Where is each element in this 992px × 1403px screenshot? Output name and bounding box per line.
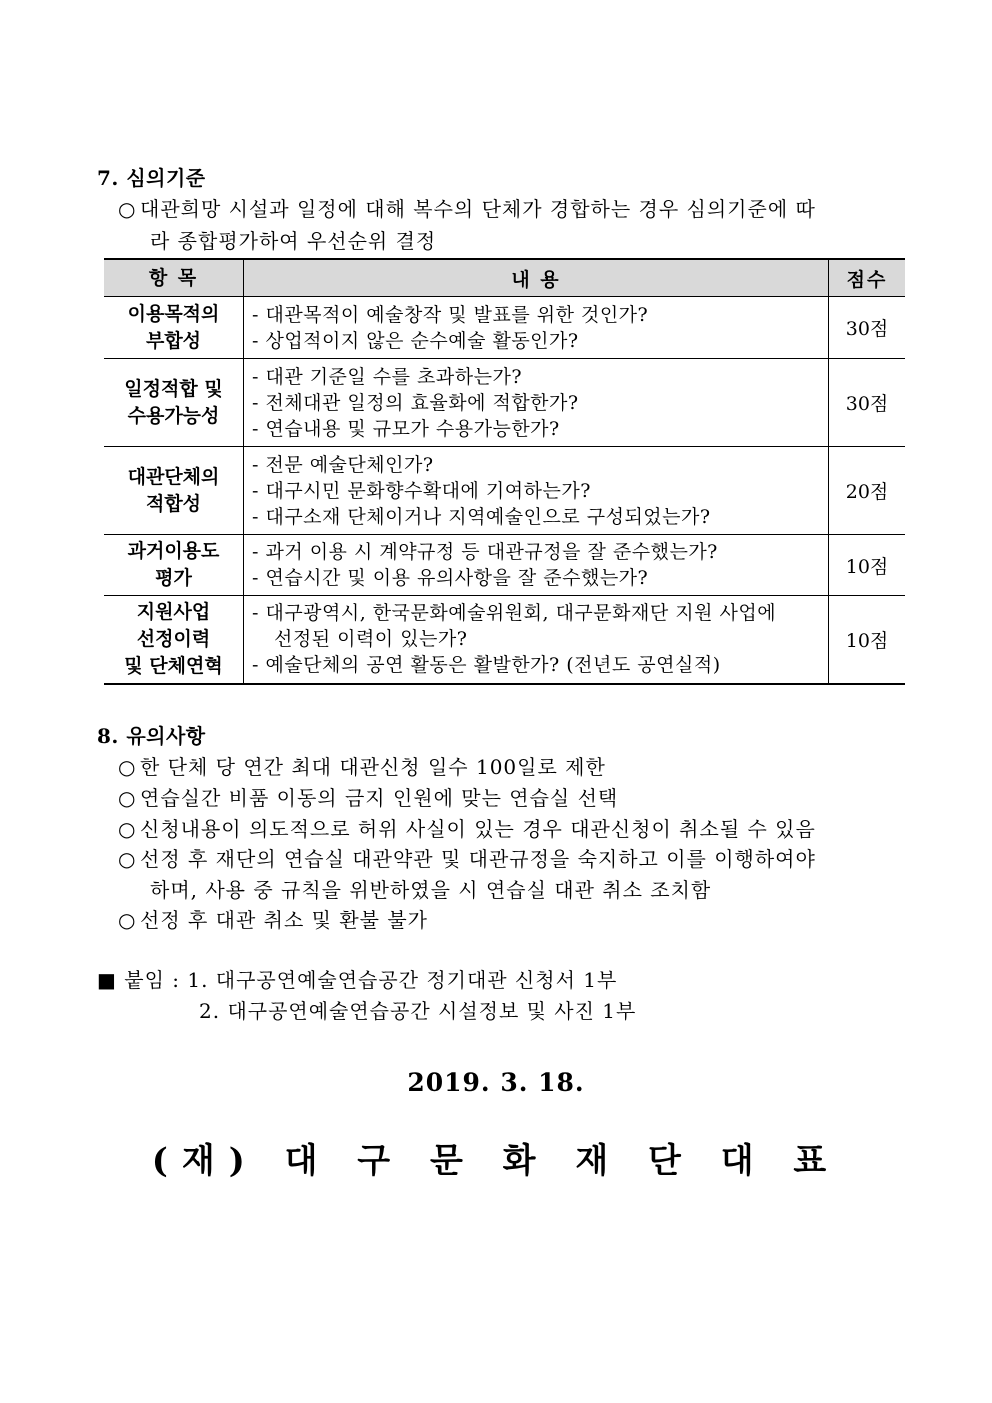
row-score: 10점 bbox=[829, 535, 906, 596]
table-row bbox=[104, 596, 905, 684]
criteria-table bbox=[104, 258, 905, 685]
list-item: ○ 선정 후 대관 취소 및 환불 불가 bbox=[118, 908, 428, 932]
row-content: - 대관목적이 예술창작 및 발표를 위한 것인가? - 상업적이지 않은 순수예술 활동인가? bbox=[244, 297, 829, 359]
circle-bullet-icon: ○ bbox=[118, 817, 137, 841]
row-score: 30점 bbox=[829, 359, 906, 447]
table-row bbox=[104, 359, 905, 447]
organization-signature: (재) 대 구 문 화 재 단 대 표 bbox=[151, 1141, 841, 1181]
row-content: - 대구광역시, 한국문화예술위원회, 대구문화재단 지원 사업에 선정된 이력이 있는가? - 예술단체의 공연 활동은 활발한가? (전년도 공연실적) bbox=[244, 596, 829, 684]
circle-bullet-icon: ○ bbox=[118, 908, 137, 932]
row-score: 20점 bbox=[829, 447, 906, 535]
list-item-continuation: 하며, 사용 중 규칙을 위반하였을 시 연습실 대관 취소 조치함 bbox=[150, 878, 712, 902]
header-item: 항 목 bbox=[104, 259, 244, 297]
list-item: ○ 한 단체 당 연간 최대 대관신청 일수 100일로 제한 bbox=[118, 755, 606, 779]
section-7-intro-line-1: ○ 대관희망 시설과 일정에 대해 복수의 단체가 경합하는 경우 심의기준에 따 bbox=[118, 197, 816, 221]
header-score: 점수 bbox=[829, 259, 906, 297]
section-8-title: 8. 유의사항 bbox=[97, 724, 206, 748]
row-item: 이용목적의 부합성 bbox=[104, 297, 244, 359]
list-item: ○ 연습실간 비품 이동의 금지 인원에 맞는 연습실 선택 bbox=[118, 786, 619, 810]
table-header-row bbox=[104, 259, 905, 297]
section-7-intro-line-2: 라 종합평가하여 우선순위 결정 bbox=[150, 229, 437, 253]
circle-bullet-icon: ○ bbox=[118, 755, 137, 779]
row-item: 지원사업 선정이력 및 단체연혁 bbox=[104, 596, 244, 684]
document-date: 2019. 3. 18. bbox=[407, 1068, 585, 1097]
row-score: 30점 bbox=[829, 297, 906, 359]
row-score: 10점 bbox=[829, 596, 906, 684]
list-item: ○ 신청내용이 의도적으로 허위 사실이 있는 경우 대관신청이 취소될 수 있음 bbox=[118, 817, 816, 841]
header-content: 내 용 bbox=[244, 259, 829, 297]
row-content: - 과거 이용 시 계약규정 등 대관규정을 잘 준수했는가? - 연습시간 및 이용 유의사항을 잘 준수했는가? bbox=[244, 535, 829, 596]
attachment-line-2: 2. 대구공연예술연습공간 시설정보 및 사진 1부 bbox=[199, 999, 637, 1023]
section-7-title: 7. 심의기준 bbox=[97, 166, 206, 190]
attachment-line-1: ■ 붙임 : 1. 대구공연예술연습공간 정기대관 신청서 1부 bbox=[97, 968, 618, 992]
row-content: - 대관 기준일 수를 초과하는가? - 전체대관 일정의 효율화에 적합한가? - 연습내용 및 규모가 수용가능한가? bbox=[244, 359, 829, 447]
row-item: 대관단체의 적합성 bbox=[104, 447, 244, 535]
row-item: 일정적합 및 수용가능성 bbox=[104, 359, 244, 447]
table-row bbox=[104, 447, 905, 535]
row-content: - 전문 예술단체인가? - 대구시민 문화향수확대에 기여하는가? - 대구소재 단체이거나 지역예술인으로 구성되었는가? bbox=[244, 447, 829, 535]
table-row bbox=[104, 535, 905, 596]
row-item: 과거이용도 평가 bbox=[104, 535, 244, 596]
table-row bbox=[104, 297, 905, 359]
circle-bullet-icon: ○ bbox=[118, 197, 137, 221]
list-item: ○ 선정 후 재단의 연습실 대관약관 및 대관규정을 숙지하고 이를 이행하여야 bbox=[118, 847, 816, 871]
circle-bullet-icon: ○ bbox=[118, 847, 137, 871]
circle-bullet-icon: ○ bbox=[118, 786, 137, 810]
